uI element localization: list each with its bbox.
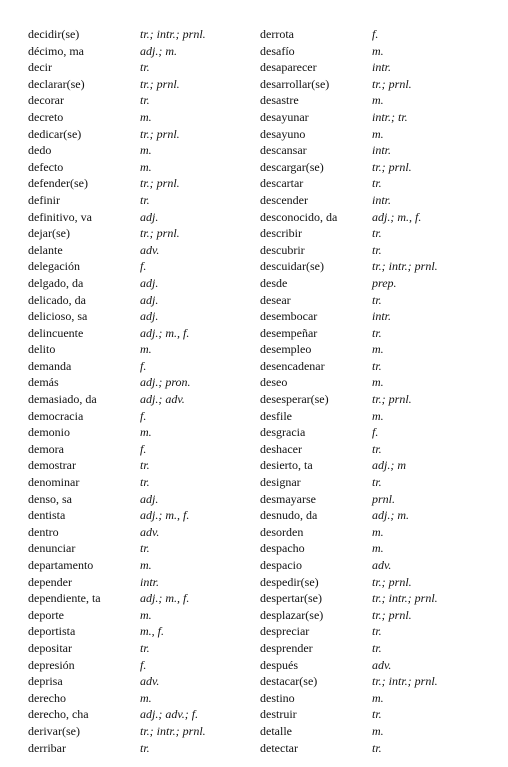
entry-word: dentro <box>28 524 59 539</box>
entry-grammar: f. <box>140 259 147 274</box>
entry-grammar: m. <box>372 723 384 738</box>
entry-grammar: m. <box>372 375 384 390</box>
entry-grammar: tr. <box>372 226 382 241</box>
entry-word: desierto, ta <box>260 458 313 473</box>
entry-grammar: intr. <box>372 309 392 324</box>
entry-word: despreciar <box>260 624 310 639</box>
entry-word: desconocido, da <box>260 209 338 224</box>
entry-word: deporte <box>28 607 64 622</box>
entry-word: declarar(se) <box>28 76 85 91</box>
entry-word: desmayarse <box>260 491 316 506</box>
entry-word: derivar(se) <box>28 723 80 738</box>
entry-grammar: tr.; intr.; prnl. <box>372 591 438 606</box>
entry-word: decir <box>28 60 52 75</box>
entry-grammar: adv. <box>140 674 160 689</box>
entry-grammar: tr. <box>372 624 382 639</box>
entry-grammar: m. <box>140 690 152 705</box>
entry-grammar: tr. <box>372 292 382 307</box>
entry-grammar: tr.; prnl. <box>140 176 180 191</box>
entry-grammar: tr. <box>372 242 382 257</box>
entry-word: delicioso, sa <box>28 309 88 324</box>
entry-word: desorden <box>260 524 304 539</box>
entry-grammar: tr. <box>140 640 150 655</box>
entry-grammar: m. <box>372 342 384 357</box>
entry-grammar: f. <box>140 358 147 373</box>
entry-word: decidir(se) <box>28 27 80 41</box>
entry-word: desaparecer <box>260 60 317 75</box>
entry-grammar: adj.; adv.; f. <box>140 707 199 722</box>
entry-grammar: tr.; intr.; prnl. <box>140 27 206 41</box>
entry-word: dedo <box>28 143 52 158</box>
entry-grammar: adj. <box>140 292 159 307</box>
entry-grammar: m. <box>372 524 384 539</box>
entry-word: despacho <box>260 541 305 556</box>
entry-grammar: adv. <box>372 657 392 672</box>
entry-grammar: m. <box>372 43 384 58</box>
entry-grammar: tr.; prnl. <box>140 126 180 141</box>
entry-grammar: f. <box>140 657 147 672</box>
entry-grammar: tr. <box>372 358 382 373</box>
entry-grammar: adj. <box>140 209 159 224</box>
entry-word: descansar <box>260 143 307 158</box>
entry-word: después <box>260 657 298 672</box>
entry-word: defender(se) <box>28 176 88 191</box>
entry-word: deshacer <box>260 441 302 456</box>
entry-word: desayuno <box>260 126 306 141</box>
entry-word: desfile <box>260 408 292 423</box>
entry-grammar: adj. <box>140 491 159 506</box>
entry-word: desayunar <box>260 109 309 124</box>
entry-word: definitivo, va <box>28 209 92 224</box>
entry-word: demonio <box>28 425 70 440</box>
entry-grammar: intr. <box>372 60 392 75</box>
entry-grammar: tr.; prnl. <box>372 392 412 407</box>
entry-grammar: adj. <box>140 275 159 290</box>
entry-word: desarrollar(se) <box>260 76 330 91</box>
entry-grammar: adv. <box>372 558 392 572</box>
entry-word: delgado, da <box>28 275 84 290</box>
entry-grammar: tr. <box>140 740 150 755</box>
entry-word: desafío <box>260 43 295 58</box>
entry-grammar: tr. <box>372 475 382 490</box>
entry-grammar: adj.; m., f. <box>372 209 422 224</box>
entry-grammar: tr.; prnl. <box>372 159 412 174</box>
entry-grammar: tr. <box>140 475 150 490</box>
entry-word: delito <box>28 342 56 357</box>
entry-word: desplazar(se) <box>260 607 324 622</box>
entry-grammar: intr. <box>372 143 392 158</box>
entry-word: despertar(se) <box>260 591 322 606</box>
entry-word: denso, sa <box>28 491 72 506</box>
entry-word: deprisa <box>28 674 63 689</box>
entry-word: desear <box>260 292 291 307</box>
entry-word: delegación <box>28 259 80 274</box>
entry-word: denominar <box>28 475 80 490</box>
entry-word: dedicar(se) <box>28 126 82 141</box>
entry-grammar: f. <box>372 425 379 440</box>
entry-word: derecho <box>28 690 66 705</box>
entry-word: desastre <box>260 93 299 108</box>
entry-grammar: tr. <box>140 60 150 75</box>
entry-word: denunciar <box>28 541 76 556</box>
entry-grammar: adv. <box>140 242 160 257</box>
entry-grammar: adj.; m., f. <box>140 508 190 523</box>
entry-word: descubrir <box>260 242 305 257</box>
entry-word: desempeñar <box>260 325 318 340</box>
entry-word: departamento <box>28 558 94 572</box>
entry-grammar: f. <box>140 441 147 456</box>
entry-grammar: tr.; prnl. <box>372 76 412 91</box>
entry-grammar: tr. <box>372 325 382 340</box>
entry-grammar: tr.; intr.; prnl. <box>140 723 206 738</box>
entry-word: decorar <box>28 93 64 108</box>
entry-grammar: m. <box>140 109 152 124</box>
entry-grammar: m. <box>372 408 384 423</box>
entry-word: deseo <box>260 375 288 390</box>
entry-word: delicado, da <box>28 292 86 307</box>
entry-grammar: adj.; adv. <box>140 392 185 407</box>
entry-grammar: tr. <box>372 740 382 755</box>
entry-word: dejar(se) <box>28 226 70 241</box>
entry-grammar: m. <box>140 425 152 440</box>
entry-word: descargar(se) <box>260 159 324 174</box>
entry-word: despedir(se) <box>260 574 319 589</box>
entry-grammar: tr. <box>372 441 382 456</box>
entry-word: destruir <box>260 707 297 722</box>
entry-grammar: prep. <box>372 275 397 290</box>
entry-grammar: m. <box>140 159 152 174</box>
entry-word: destino <box>260 690 295 705</box>
entry-grammar: m. <box>372 690 384 705</box>
entry-grammar: m. <box>140 607 152 622</box>
entry-word: dependiente, ta <box>28 591 101 606</box>
entry-word: describir <box>260 226 302 241</box>
entry-grammar: m. <box>372 93 384 108</box>
entry-grammar: adv. <box>140 524 160 539</box>
entry-grammar: tr.; intr.; prnl. <box>372 674 438 689</box>
entry-grammar: f. <box>140 408 147 423</box>
entry-word: deportista <box>28 624 76 639</box>
entry-grammar: adj.; m., f. <box>140 591 190 606</box>
entry-grammar: adj.; m., f. <box>140 325 190 340</box>
entry-grammar: adj. <box>140 309 159 324</box>
entry-word: demostrar <box>28 458 76 473</box>
entry-grammar: m. <box>140 558 152 572</box>
entry-word: demasiado, da <box>28 392 97 407</box>
entry-word: demora <box>28 441 64 456</box>
entry-word: detalle <box>260 723 292 738</box>
entry-word: desesperar(se) <box>260 392 329 407</box>
entry-word: despacio <box>260 558 302 572</box>
entry-grammar: prnl. <box>372 491 396 506</box>
entry-grammar: adj.; m. <box>140 43 177 58</box>
entry-word: detectar <box>260 740 298 755</box>
entry-grammar: tr.; prnl. <box>140 226 180 241</box>
entry-word: destacar(se) <box>260 674 318 689</box>
entry-word: designar <box>260 475 301 490</box>
entry-grammar: f. <box>372 27 379 41</box>
entry-word: demás <box>28 375 59 390</box>
entry-word: depresión <box>28 657 75 672</box>
entry-word: desencadenar <box>260 358 325 373</box>
entry-grammar: tr. <box>140 541 150 556</box>
entry-grammar: m. <box>372 541 384 556</box>
entry-word: democracia <box>28 408 84 423</box>
entry-grammar: adj.; pron. <box>140 375 191 390</box>
entry-grammar: m. <box>140 143 152 158</box>
entry-word: decreto <box>28 109 64 124</box>
entry-word: depender <box>28 574 72 589</box>
entry-grammar: tr. <box>140 192 150 207</box>
entry-grammar: tr.; prnl. <box>372 607 412 622</box>
entry-word: desembocar <box>260 309 318 324</box>
entry-grammar: tr. <box>140 458 150 473</box>
entry-grammar: tr. <box>372 176 382 191</box>
entry-word: descartar <box>260 176 304 191</box>
entry-grammar: tr. <box>372 707 382 722</box>
entry-word: delante <box>28 242 63 257</box>
entry-word: desgracia <box>260 425 306 440</box>
entry-word: dentista <box>28 508 66 523</box>
entry-grammar: intr. <box>372 192 392 207</box>
entry-word: depositar <box>28 640 72 655</box>
entry-grammar: tr. <box>140 93 150 108</box>
entry-word: derecho, cha <box>28 707 89 722</box>
entry-grammar: intr.; tr. <box>372 109 408 124</box>
entry-word: desempleo <box>260 342 312 357</box>
entry-grammar: intr. <box>140 574 160 589</box>
entry-grammar: tr.; intr.; prnl. <box>372 259 438 274</box>
entry-grammar: tr.; prnl. <box>372 574 412 589</box>
entry-word: desnudo, da <box>260 508 318 523</box>
entry-grammar: tr. <box>372 640 382 655</box>
entry-word: descender <box>260 192 308 207</box>
entry-word: demanda <box>28 358 72 373</box>
entry-word: derrota <box>260 27 294 41</box>
entry-grammar: adj.; m. <box>372 508 409 523</box>
entry-grammar: m., f. <box>140 624 164 639</box>
entry-word: delincuente <box>28 325 84 340</box>
entry-grammar: m. <box>372 126 384 141</box>
entry-grammar: tr.; prnl. <box>140 76 180 91</box>
entry-word: desprender <box>260 640 313 655</box>
entry-word: desde <box>260 275 288 290</box>
entry-grammar: adj.; m <box>372 458 406 473</box>
entry-grammar: m. <box>140 342 152 357</box>
entry-word: décimo, ma <box>28 43 84 58</box>
entry-word: definir <box>28 192 60 207</box>
entry-word: defecto <box>28 159 64 174</box>
entry-word: derribar <box>28 740 66 755</box>
entry-word: descuidar(se) <box>260 259 324 274</box>
